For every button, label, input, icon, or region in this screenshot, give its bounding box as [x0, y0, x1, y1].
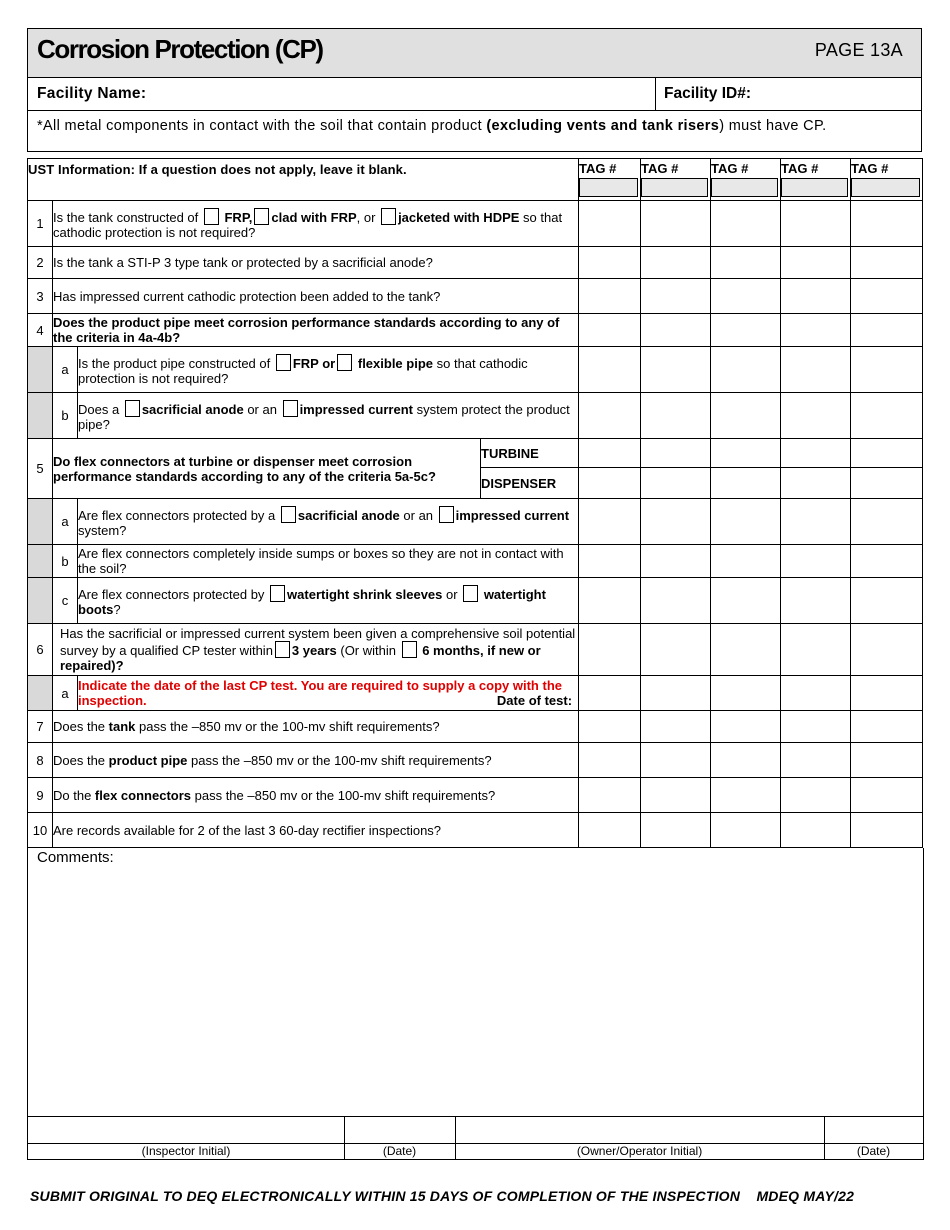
facility-name-label: Facility Name:	[37, 85, 147, 102]
answer-cell[interactable]	[711, 314, 781, 347]
answer-cell[interactable]	[781, 813, 851, 848]
answer-cell[interactable]	[641, 578, 711, 624]
answer-cell[interactable]	[851, 201, 923, 247]
answer-cell[interactable]	[711, 545, 781, 578]
form-title: Corrosion Protection (CP)	[37, 34, 323, 64]
answer-cell[interactable]	[579, 545, 641, 578]
answer-cell[interactable]	[781, 624, 851, 676]
answer-cell[interactable]	[851, 624, 923, 676]
question-text: Are flex connectors protected by a sacrificial anode or an impressed current system?	[78, 499, 579, 545]
tag-label: TAG #	[711, 160, 749, 176]
answer-cell[interactable]	[641, 499, 711, 545]
answer-cell[interactable]	[711, 743, 781, 778]
page-number: PAGE 13A	[814, 40, 903, 60]
facility-id-label: Facility ID#:	[664, 85, 751, 102]
owner-initial-field[interactable]	[456, 1117, 824, 1143]
answer-cell[interactable]	[579, 247, 641, 279]
facility-row	[27, 78, 922, 111]
answer-cell[interactable]	[711, 813, 781, 848]
answer-cell[interactable]	[851, 439, 923, 468]
checkbox[interactable]	[281, 506, 296, 523]
question-text: Does a sacrificial anode or an impressed current system protect the product pipe?	[78, 393, 579, 439]
question-row-5b	[28, 545, 923, 578]
date-of-test-label: Date of test:	[496, 693, 573, 708]
checkbox[interactable]	[463, 585, 478, 602]
tag-label: TAG #	[781, 160, 819, 176]
question-number: 3	[28, 279, 53, 314]
answer-cell[interactable]	[711, 439, 781, 468]
tag-label: TAG #	[579, 160, 617, 176]
inspector-date-caption: (Date)	[382, 1144, 417, 1158]
answer-cell[interactable]	[641, 711, 711, 743]
answer-cell[interactable]	[641, 393, 711, 439]
answer-cell[interactable]	[579, 743, 641, 778]
question-text: Do the flex connectors pass the –850 mv or the 100-mv shift requirements?	[53, 778, 579, 813]
owner-initial-caption: (Owner/Operator Initial)	[576, 1144, 703, 1158]
answer-cell[interactable]	[579, 314, 641, 347]
checkbox[interactable]	[254, 208, 269, 225]
question-number: 5	[28, 439, 53, 499]
answer-cell[interactable]	[851, 247, 923, 279]
question-text: Does the product pipe meet corrosion performance standards according to any of the criteria in 4a-4b?	[53, 314, 579, 347]
question-row-2	[28, 247, 923, 279]
date-of-test-cell[interactable]	[641, 676, 711, 711]
tag-column-5	[851, 159, 923, 201]
tag-column-2	[641, 159, 711, 201]
date-of-test-cell[interactable]	[711, 676, 781, 711]
checkbox[interactable]	[125, 400, 140, 417]
answer-cell[interactable]	[711, 201, 781, 247]
question-text: Has impressed current cathodic protection been added to the tank?	[53, 279, 579, 314]
answer-cell[interactable]	[851, 314, 923, 347]
answer-cell[interactable]	[851, 711, 923, 743]
checkbox[interactable]	[439, 506, 454, 523]
checkbox[interactable]	[402, 641, 417, 658]
answer-cell[interactable]	[781, 439, 851, 468]
date-of-test-cell[interactable]	[781, 676, 851, 711]
sub-letter: a	[53, 676, 78, 711]
answer-cell[interactable]	[641, 201, 711, 247]
question-row-6a	[28, 676, 923, 711]
answer-cell[interactable]	[851, 468, 923, 499]
question-number: 6	[28, 624, 53, 676]
answer-cell[interactable]	[711, 624, 781, 676]
answer-cell[interactable]	[781, 778, 851, 813]
question-row-5c	[28, 578, 923, 624]
answer-cell[interactable]	[579, 201, 641, 247]
answer-cell[interactable]	[781, 545, 851, 578]
answer-cell[interactable]	[711, 279, 781, 314]
question-text: Is the tank a STI-P 3 type tank or protected by a sacrificial anode?	[53, 247, 579, 279]
sub-letter: b	[53, 393, 78, 439]
tag-input-4[interactable]	[781, 178, 848, 197]
answer-cell[interactable]	[711, 247, 781, 279]
tag-input-3[interactable]	[711, 178, 778, 197]
question-row-6	[28, 624, 923, 676]
answer-cell[interactable]	[641, 545, 711, 578]
sub-letter: b	[53, 545, 78, 578]
question-row-4b	[28, 393, 923, 439]
tag-column-3	[711, 159, 781, 201]
sub-letter: c	[53, 578, 78, 624]
question-text: Do flex connectors at turbine or dispenser meet corrosion performance standards according to any of the criteria 5a-5c?	[53, 439, 481, 499]
note-bold-text: (excluding vents and tank risers	[486, 118, 720, 134]
answer-cell[interactable]	[711, 347, 781, 393]
answer-cell[interactable]	[579, 468, 641, 499]
tag-label: TAG #	[641, 160, 679, 176]
tag-input-5[interactable]	[851, 178, 920, 197]
answer-cell[interactable]	[641, 347, 711, 393]
answer-cell[interactable]	[851, 347, 923, 393]
answer-cell[interactable]	[851, 545, 923, 578]
answer-cell[interactable]	[781, 279, 851, 314]
question-row-4a	[28, 347, 923, 393]
answer-cell[interactable]	[711, 778, 781, 813]
table-header-row	[28, 159, 923, 201]
question-row-10	[28, 813, 923, 848]
question-row-8	[28, 743, 923, 778]
comments-label: Comments:	[37, 849, 114, 866]
answer-cell[interactable]	[579, 813, 641, 848]
signature-row	[27, 1117, 924, 1160]
answer-cell[interactable]	[641, 247, 711, 279]
question-row-9	[28, 778, 923, 813]
answer-cell[interactable]	[851, 393, 923, 439]
answer-cell[interactable]	[851, 778, 923, 813]
form-page	[27, 28, 922, 1160]
tag-column-1	[579, 159, 641, 201]
answer-cell[interactable]	[781, 499, 851, 545]
question-number: 10	[28, 813, 53, 848]
checkbox[interactable]	[381, 208, 396, 225]
question-row-5a	[28, 499, 923, 545]
sub-letter: a	[53, 347, 78, 393]
turbine-label: TURBINE	[481, 439, 579, 468]
question-text: Are records available for 2 of the last 3 60-day rectifier inspections?	[53, 813, 579, 848]
checkbox[interactable]	[275, 641, 290, 658]
answer-cell[interactable]	[579, 778, 641, 813]
date-of-test-cell[interactable]	[851, 676, 923, 711]
ust-heading: UST Information: If a question does not apply, leave it blank.	[28, 159, 579, 201]
answer-cell[interactable]	[711, 468, 781, 499]
answer-cell[interactable]	[711, 499, 781, 545]
checkbox[interactable]	[204, 208, 219, 225]
question-text: Has the sacrificial or impressed current system been given a comprehensive soil potential survey by a qualified CP tester within 3 years (Or within 6 months, if new or repaired)?	[53, 624, 579, 676]
checkbox[interactable]	[283, 400, 298, 417]
tag-input-2[interactable]	[641, 178, 708, 197]
inspector-date-field[interactable]	[345, 1117, 455, 1143]
dispenser-label: DISPENSER	[481, 468, 579, 499]
answer-cell[interactable]	[781, 711, 851, 743]
answer-cell[interactable]	[641, 314, 711, 347]
answer-cell[interactable]	[781, 393, 851, 439]
question-text: Does the tank pass the –850 mv or the 100-mv shift requirements?	[53, 711, 579, 743]
answer-cell[interactable]	[781, 743, 851, 778]
question-row-5-turbine	[28, 439, 923, 468]
question-text: Does the product pipe pass the –850 mv or the 100-mv shift requirements?	[53, 743, 579, 778]
answer-cell[interactable]	[579, 393, 641, 439]
question-row-1	[28, 201, 923, 247]
inspector-initial-field[interactable]	[28, 1117, 344, 1143]
owner-date-caption: (Date)	[856, 1144, 891, 1158]
question-row-4	[28, 314, 923, 347]
answer-cell[interactable]	[851, 743, 923, 778]
answer-cell[interactable]	[781, 578, 851, 624]
answer-cell[interactable]	[851, 279, 923, 314]
answer-cell[interactable]	[579, 624, 641, 676]
answer-cell[interactable]	[641, 468, 711, 499]
tag-column-4	[781, 159, 851, 201]
answer-cell[interactable]	[641, 743, 711, 778]
tag-label: TAG #	[851, 160, 889, 176]
owner-date-field[interactable]	[825, 1117, 922, 1143]
answer-cell[interactable]	[711, 393, 781, 439]
question-text: Is the product pipe constructed of FRP or flexible pipe so that cathodic protection is not required?	[78, 347, 579, 393]
answer-cell[interactable]	[579, 347, 641, 393]
answer-cell[interactable]	[641, 279, 711, 314]
answer-cell[interactable]	[851, 813, 923, 848]
question-number: 8	[28, 743, 53, 778]
question-number: 7	[28, 711, 53, 743]
checkbox[interactable]	[270, 585, 285, 602]
form-header	[27, 28, 922, 78]
answer-cell[interactable]	[579, 439, 641, 468]
question-number: 4	[28, 314, 53, 347]
date-of-test-cell[interactable]	[579, 676, 641, 711]
answer-cell[interactable]	[851, 578, 923, 624]
question-text: Are flex connectors completely inside sumps or boxes so they are not in contact with the soil?	[78, 545, 579, 578]
answer-cell[interactable]	[851, 499, 923, 545]
note-text-end: ) must have CP.	[719, 118, 827, 134]
question-text: Is the tank constructed of FRP, clad with FRP, or jacketed with HDPE so that cathodic protection is not required?	[53, 201, 579, 247]
answer-cell[interactable]	[781, 314, 851, 347]
answer-cell[interactable]	[579, 499, 641, 545]
sub-letter: a	[53, 499, 78, 545]
question-text: Are flex connectors protected by watertight shrink sleeves or watertight boots?	[78, 578, 579, 624]
answer-cell[interactable]	[781, 201, 851, 247]
answer-cell[interactable]	[711, 711, 781, 743]
question-text	[78, 676, 579, 711]
answer-cell[interactable]	[641, 778, 711, 813]
answer-cell[interactable]	[781, 247, 851, 279]
checkbox[interactable]	[337, 354, 352, 371]
cp-note	[27, 111, 922, 152]
question-row-3	[28, 279, 923, 314]
question-number: 2	[28, 247, 53, 279]
submission-footer: SUBMIT ORIGINAL TO DEQ ELECTRONICALLY WITHIN 15 DAYS OF COMPLETION OF THE INSPECTION MDEQ MAY/22	[30, 1188, 855, 1204]
answer-cell[interactable]	[579, 711, 641, 743]
note-text: *All metal components in contact with the soil that contain product	[37, 118, 487, 134]
tag-input-1[interactable]	[579, 178, 638, 197]
checkbox[interactable]	[276, 354, 291, 371]
answer-cell[interactable]	[781, 468, 851, 499]
answer-cell[interactable]	[641, 813, 711, 848]
answer-cell[interactable]	[641, 624, 711, 676]
answer-cell[interactable]	[641, 439, 711, 468]
answer-cell[interactable]	[579, 578, 641, 624]
question-number: 1	[28, 201, 53, 247]
answer-cell[interactable]	[781, 347, 851, 393]
cp-test-instruction: Indicate the date of the last CP test. You are required to supply a copy with the inspection.	[78, 678, 562, 708]
ust-table	[27, 158, 923, 848]
question-number: 9	[28, 778, 53, 813]
answer-cell[interactable]	[579, 279, 641, 314]
question-row-7	[28, 711, 923, 743]
comments-box[interactable]	[27, 848, 924, 1117]
answer-cell[interactable]	[711, 578, 781, 624]
inspector-initial-caption: (Inspector Initial)	[141, 1144, 231, 1158]
